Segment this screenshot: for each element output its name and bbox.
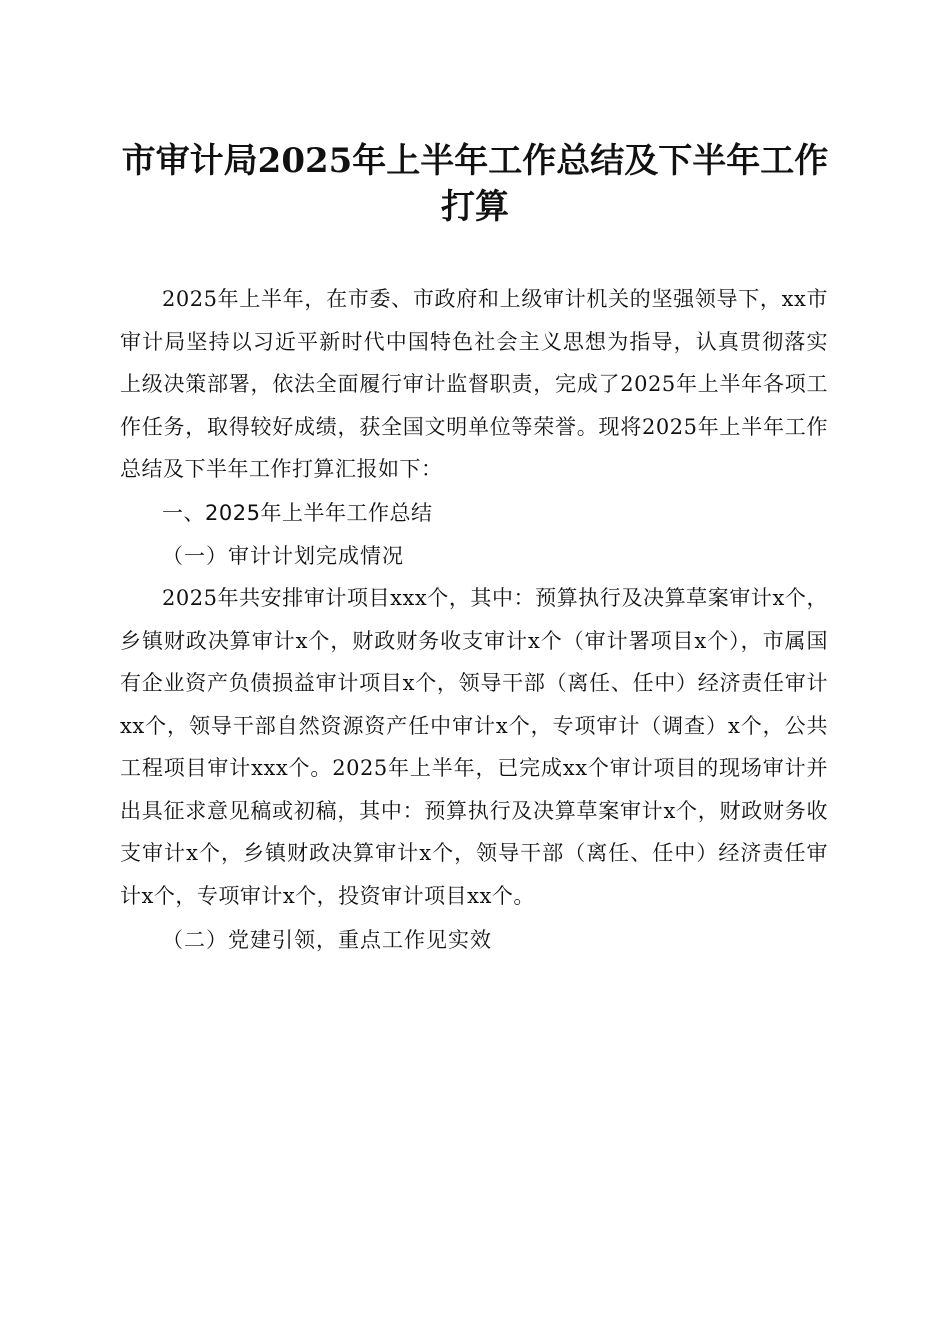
- section-heading-1: 一、2025年上半年工作总结: [162, 500, 433, 525]
- subsection-heading-1: （一）审计计划完成情况: [162, 543, 404, 568]
- intro-paragraph: 2025年上半年，在市委、市政府和上级审计机关的坚强领导下，xx市审计局坚持以习近平新时代中国特色社会主义思想为指导，认真贯彻落实上级决策部署，依法全面履行审计监督职责，完成了2025年上半年各项工作任务，取得较好成绩，获全国文明单位等荣誉。现将2025年上半年工作总结及下半年工作打算汇报如下：: [120, 287, 828, 481]
- subsection-heading-2: （二）党建引领，重点工作见实效: [162, 928, 492, 952]
- document-body: [120, 278, 828, 962]
- document-title: 市审计局2025年上半年工作总结及下半年工作打算: [121, 141, 829, 227]
- subsection-1-paragraph: 2025年共安排审计项目xxx个，其中：预算执行及决算草案审计x个，乡镇财政决算审计x个，财政财务收支审计x个（审计署项目x个），市属国有企业资产负债损益审计项目x个，领导干部（离任、任中）经济责任审计xx个，领导干部自然资源资产任中审计x个，专项审计（调查）x个，公共工程项目审计xxx个。2025年上半年，已完成xx个审计项目的现场审计并出具征求意见稿或初稿，其中：预算执行及决算草案审计x个，财政财务收支审计x个，乡镇财政决算审计x个，领导干部（离任、任中）经济责任审计x个，专项审计x个，投资审计项目xx个。: [120, 586, 828, 908]
